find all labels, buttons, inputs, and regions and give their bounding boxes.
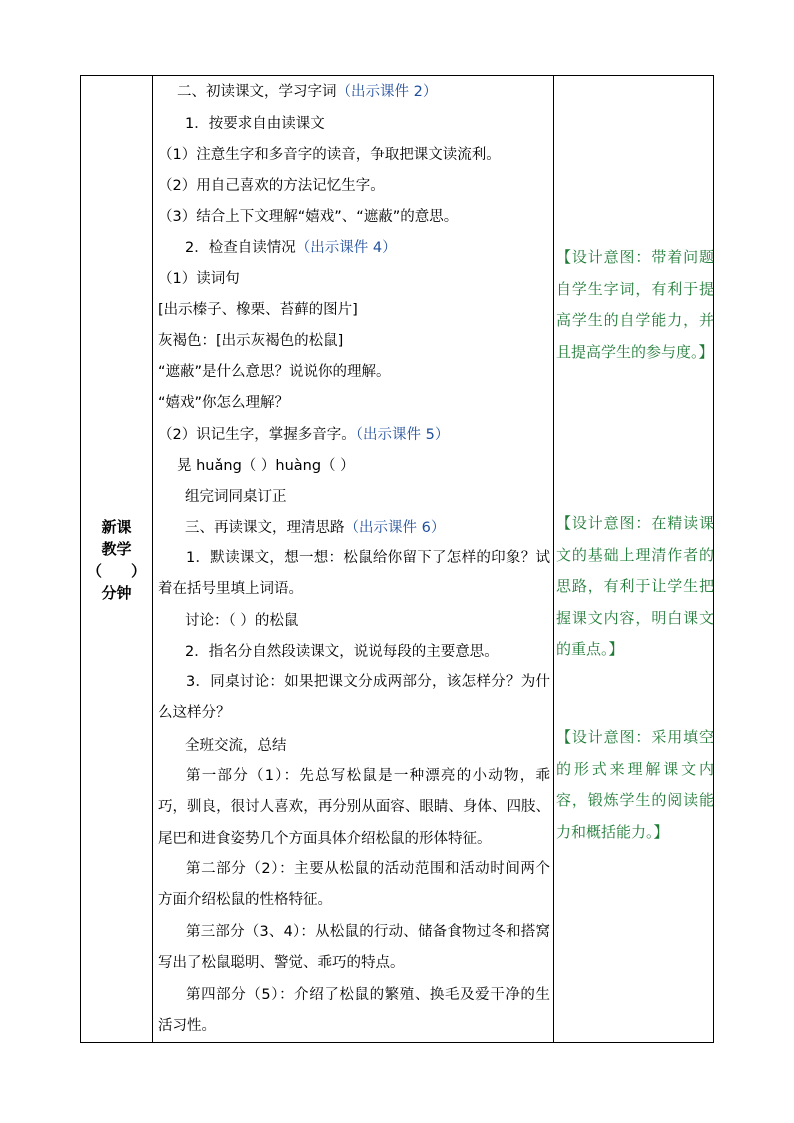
stage-label	[81, 516, 152, 604]
design-intent-cell	[554, 76, 714, 1042]
text-line: （3）结合上下文理解“嬉戏”、“遮蔽”的意思。	[158, 209, 459, 225]
design-intent-note: 【设计意图：带着问题自学生字词，有利于提高学生的自学能力，并且提高学生的参与度。】	[556, 248, 714, 361]
text-line	[158, 425, 449, 445]
stage-label-line: 分钟	[101, 584, 132, 602]
text-line: （1）注意生字和多音字的读音，争取把课文读流利。	[158, 147, 501, 163]
teaching-content-cell	[153, 76, 553, 1042]
heading-text: 二、初读课文，学习字词	[177, 84, 337, 100]
step-line	[185, 238, 397, 258]
paren-close: ）	[130, 562, 146, 580]
text-paragraph: 1．默读课文，想一想：松鼠给你留下了怎样的印象？试着在括号里填上词语。	[158, 550, 550, 598]
text-paragraph: 3．同桌讨论：如果把课文分成两部分，该怎样分？为什么这样分？	[158, 674, 550, 722]
lesson-table	[80, 75, 714, 1043]
section-heading	[185, 518, 445, 538]
stage-label-cell	[81, 76, 152, 1042]
step-text: 2．检查自读情况	[185, 240, 296, 256]
step-line: 1．按要求自由读课文	[185, 116, 325, 132]
polyphone-line: 晃 huǎng（ ）huàng（ ）	[177, 458, 355, 474]
text-line: 2．指名分自然段读课文，说说每段的主要意思。	[185, 644, 499, 660]
design-intent-note: 【设计意图：采用填空的形式来理解课文内容，锻炼学生的阅读能力和概括能力。】	[556, 728, 714, 841]
text-line: 灰褐色：[出示灰褐色的松鼠]	[158, 333, 344, 349]
stage-label-line: 教学	[101, 540, 132, 558]
text-line: 组完词同桌订正	[185, 489, 287, 505]
minutes-blank	[81, 560, 152, 582]
text-line: 全班交流，总结	[185, 738, 287, 754]
text-line: “嬉戏”你怎么理解？	[158, 395, 290, 411]
stage-label-line: 新课	[101, 518, 132, 536]
courseware-note: （出示课件 4）	[295, 240, 397, 256]
section-heading	[177, 82, 437, 102]
text-line: 讨论：（ ）的松鼠	[185, 613, 299, 629]
summary-paragraph: 第一部分（1）：先总写松鼠是一种漂亮的小动物，乖巧，驯良，很讨人喜欢，再分别从面容、眼睛、身体、四肢、尾巴和进食姿势几个方面具体介绍松鼠的形体特征。	[158, 768, 550, 847]
text-line: [出示榛子、橡栗、苔藓的图片]	[158, 302, 358, 318]
text-line: （1）读词句	[158, 271, 240, 287]
paren-open: （	[87, 562, 103, 580]
summary-paragraph: 第四部分（5）：介绍了松鼠的繁殖、换毛及爱干净的生活习性。	[158, 987, 550, 1035]
text-line: “遮蔽”是什么意思？说说你的理解。	[158, 364, 391, 380]
courseware-note: （出示课件 2）	[336, 84, 438, 100]
summary-paragraph: 第三部分（3、4）：从松鼠的行动、储备食物过冬和搭窝写出了松鼠聪明、警觉、乖巧的特点。	[158, 924, 550, 972]
heading-text: 三、再读课文，理清思路	[185, 520, 345, 536]
summary-paragraph: 第二部分（2）：主要从松鼠的活动范围和活动时间两个方面介绍松鼠的性格特征。	[158, 861, 550, 909]
text-line: （2）用自己喜欢的方法记忆生字。	[158, 178, 385, 194]
design-intent-note: 【设计意图：在精读课文的基础上理清作者的思路，有利于让学生把握课文内容，明白课文的重点。】	[556, 514, 714, 658]
line-text: （2）识记生字，掌握多音字。	[158, 427, 356, 443]
courseware-note: （出示课件 6）	[344, 520, 446, 536]
courseware-note: （出示课件 5）	[355, 427, 450, 443]
